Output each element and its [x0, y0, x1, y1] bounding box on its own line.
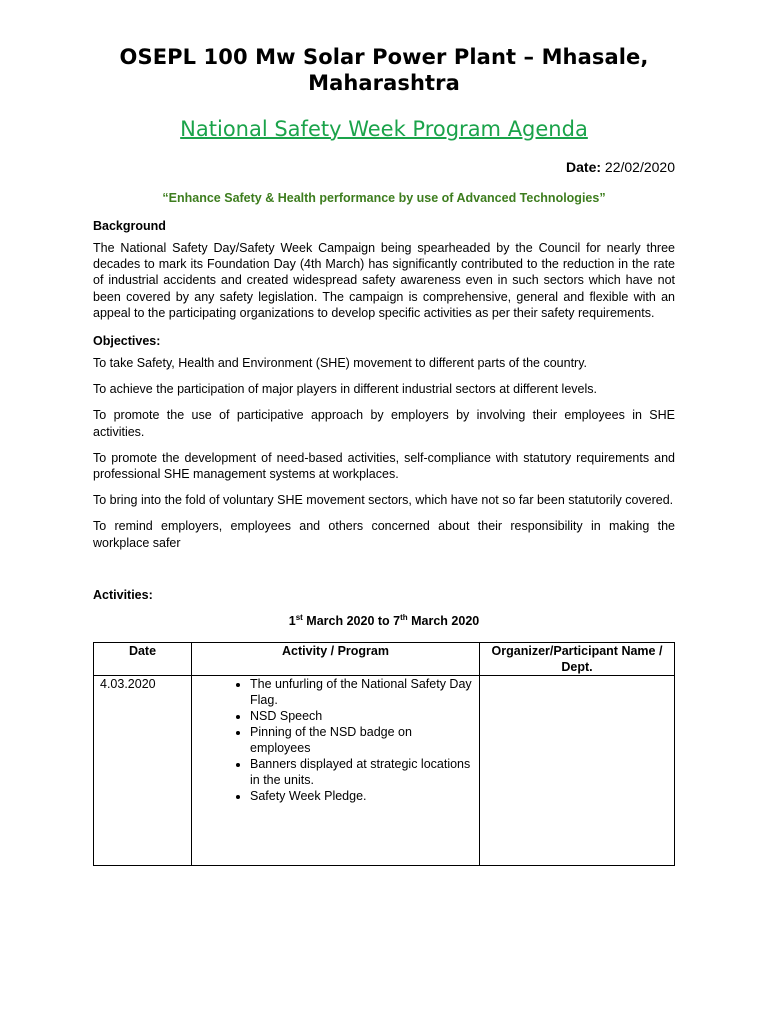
document-page — [93, 0, 675, 866]
document-date — [93, 158, 675, 176]
activities-date-range: 1st March 2020 to 7th March 2020 — [288, 612, 480, 628]
document-subtitle: National Safety Week Program Agenda — [180, 117, 588, 141]
date-label: Date: — [566, 159, 602, 175]
date-value: 22/02/2020 — [604, 159, 675, 175]
objective-item: To achieve the participation of major players in different industrial sectors at different levels. — [93, 382, 597, 397]
objective-item: To bring into the fold of voluntary SHE movement sectors, which have not so far been statutorily covered. — [93, 493, 674, 508]
table-header-row — [94, 642, 675, 675]
objectives-heading: Objectives: — [93, 334, 161, 349]
column-header-activity: Activity / Program — [192, 642, 480, 675]
cell-date: 4.03.2020 — [94, 675, 192, 865]
background-heading: Background — [93, 219, 166, 233]
activity-list — [198, 676, 473, 804]
theme-quote: “Enhance Safety & Health performance by use of Advanced Technologies” — [162, 191, 606, 205]
list-item: • NSD Speech — [250, 708, 473, 724]
cell-organizer — [480, 675, 675, 865]
objective-item: To promote the development of need-based activities, self-compliance with statutory requirements and professional SHE management systems at workplaces. — [93, 450, 675, 482]
cell-activity — [192, 675, 480, 865]
column-header-organizer: Organizer/Participant Name / Dept. — [480, 642, 675, 675]
list-item: • Banners displayed at strategic locations in the units. — [250, 756, 473, 788]
objective-item: To remind employers, employees and others concerned about their responsibility in making the workplace safer — [93, 519, 675, 550]
activities-heading: Activities: — [93, 587, 153, 602]
list-item: • The unfurling of the National Safety Day Flag. — [250, 676, 473, 708]
activities-table — [93, 642, 675, 866]
list-item: • Safety Week Pledge. — [250, 788, 473, 804]
table-row — [94, 675, 675, 865]
objective-item: To promote the use of participative approach by employers by involving their employees in SHE activities. — [93, 408, 675, 439]
document-title: OSEPL 100 Mw Solar Power Plant – Mhasale, Maharashtra — [119, 45, 649, 95]
list-item: • Pinning of the NSD badge on employees — [250, 724, 473, 756]
background-paragraph: The National Safety Day/Safety Week Campaign being spearheaded by the Council for nearly three decades to mark its Foundation Day (4th March) has significantly contributed to the reduction in the rate of industrial accidents and created widespread safety awareness even in such sectors which have not been covered by any safety legislation. The campaign is comprehensive, general and flexible with an appeal to the participating organizations to develop specific activities as per their safety requirements. — [93, 241, 675, 320]
objective-item: To take Safety, Health and Environment (SHE) movement to different parts of the country. — [93, 356, 587, 371]
column-header-date: Date — [94, 642, 192, 675]
